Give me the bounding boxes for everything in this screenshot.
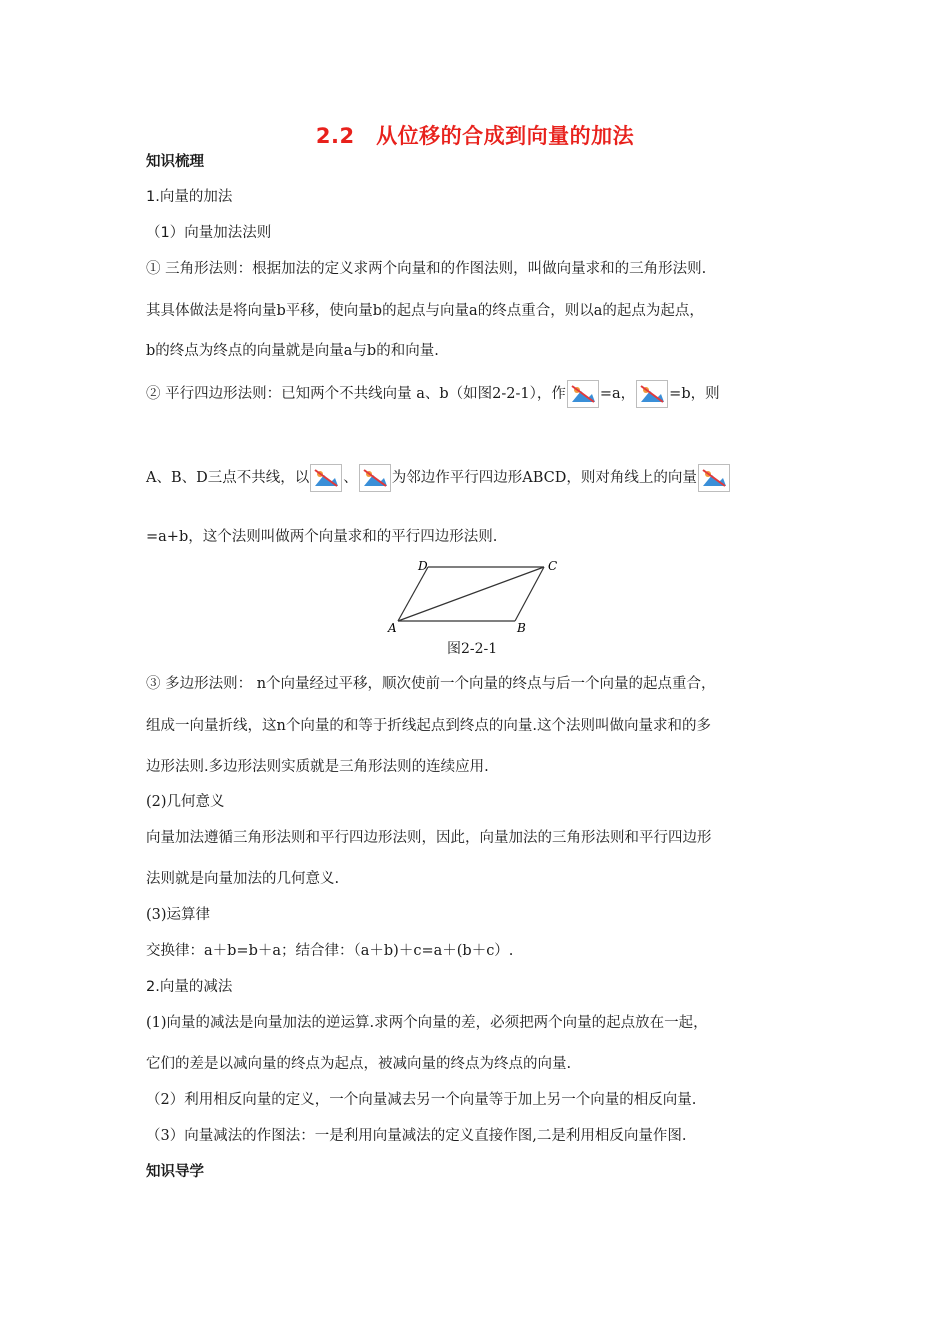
subtraction-line-2: 它们的差是以减向量的终点为起点，被减向量的终点为终点的向量.	[146, 1056, 572, 1072]
heading-vector-addition: 1.向量的加法	[146, 189, 233, 205]
parallelogram-text-1b: =a，	[599, 386, 636, 402]
section-heading-knowledge-review: 知识梳理	[146, 154, 204, 170]
triangle-rule-line-2: 其具体做法是将向量b平移，使向量b的起点与向量a的终点重合，则以a的起点为起点，	[146, 303, 704, 319]
heading-vector-subtraction: 2.向量的减法	[146, 979, 233, 995]
edge-bc	[515, 567, 544, 621]
parallelogram-text-1c: =b，则	[669, 386, 720, 402]
image-placeholder-icon	[567, 380, 599, 408]
subtraction-line-3: （2）利用相反向量的定义，一个向量减去另一个向量等于加上另一个向量的相反向量.	[146, 1092, 697, 1108]
parallelogram-figure	[380, 556, 580, 638]
edge-da	[398, 567, 428, 621]
parallelogram-text-2c: 为邻边作平行四边形ABCD，则对角线上的向量	[391, 470, 697, 486]
polygon-rule-line-3: 边形法则.多边形法则实质就是三角形法则的连续应用.	[146, 759, 489, 775]
triangle-rule-line-3: b的终点为终点的向量就是向量a与b的和向量.	[146, 343, 439, 359]
parallelogram-text-1a: ② 平行四边形法则：已知两个不共线向量 a、b（如图2-2-1），作	[146, 386, 566, 402]
subtraction-line-4: （3）向量减法的作图法：一是利用向量减法的定义直接作图,二是利用相反向量作图.	[146, 1128, 687, 1144]
parallelogram-rule-line-1	[146, 380, 720, 408]
heading-geometric-meaning: (2)几何意义	[146, 794, 225, 810]
geometric-meaning-line-2: 法则就是向量加法的几何意义.	[146, 871, 340, 887]
vertex-label-d: D	[418, 559, 428, 573]
subtraction-line-1: (1)向量的减法是向量加法的逆运算.求两个向量的差，必须把两个向量的起点放在一起，	[146, 1015, 708, 1031]
image-placeholder-icon	[310, 464, 342, 492]
parallelogram-text-2b: 、	[343, 470, 358, 486]
parallelogram-rule-line-2	[146, 464, 731, 492]
image-placeholder-icon	[359, 464, 391, 492]
heading-operation-laws: (3)运算律	[146, 907, 211, 923]
polygon-rule-line-2: 组成一向量折线，这n个向量的和等于折线起点到终点的向量.这个法则叫做向量求和的多	[146, 718, 711, 734]
image-placeholder-icon	[698, 464, 730, 492]
page-title: 2.2 从位移的合成到向量的加法	[315, 124, 635, 148]
operation-laws-line: 交换律：a＋b=b＋a；结合律：（a＋b)＋c=a＋(b＋c）.	[146, 943, 514, 959]
figure-caption: 图2-2-1	[447, 641, 498, 657]
heading-addition-rules: （1）向量加法法则	[146, 225, 272, 241]
vertex-label-b: B	[517, 621, 526, 635]
parallelogram-text-2a: A、B、D三点不共线，以	[146, 470, 310, 486]
vertex-label-c: C	[548, 559, 558, 573]
parallelogram-rule-line-3: =a+b，这个法则叫做两个向量求和的平行四边形法则.	[146, 529, 498, 545]
polygon-rule-line-1: ③ 多边形法则： n个向量经过平移，顺次使前一个向量的终点与后一个向量的起点重合，	[146, 676, 716, 692]
section-heading-knowledge-guide: 知识导学	[146, 1164, 204, 1180]
vertex-label-a: A	[388, 621, 397, 635]
diagonal-ac	[398, 567, 544, 621]
image-placeholder-icon	[636, 380, 668, 408]
triangle-rule-line-1: ① 三角形法则：根据加法的定义求两个向量和的作图法则，叫做向量求和的三角形法则.	[146, 261, 707, 277]
geometric-meaning-line-1: 向量加法遵循三角形法则和平行四边形法则，因此，向量加法的三角形法则和平行四边形	[146, 830, 712, 846]
